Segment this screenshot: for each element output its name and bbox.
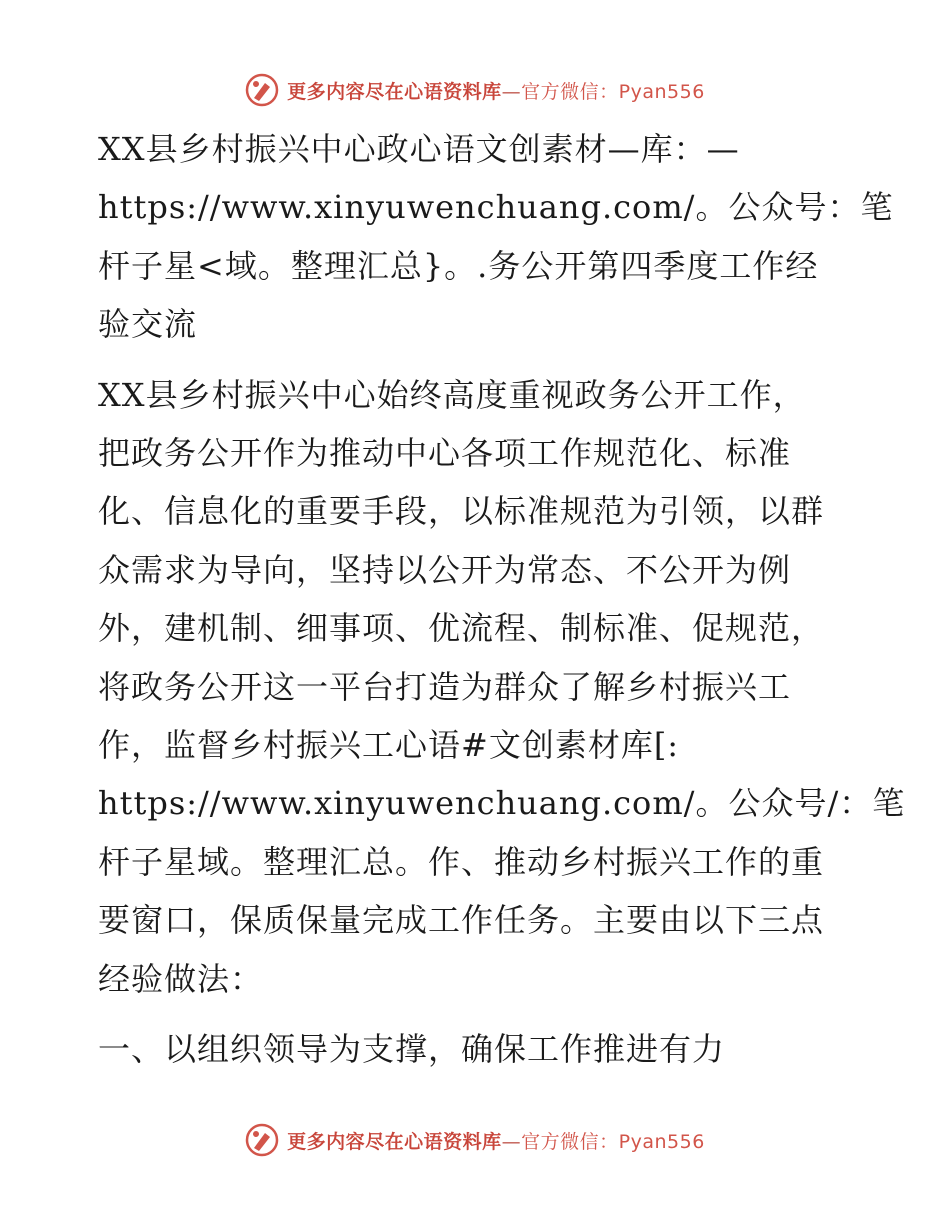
document-body [98, 120, 906, 1079]
title-paragraph [98, 120, 894, 354]
body-line: 作，监督乡村振兴工心语#文创素材库[: [98, 726, 680, 765]
body-line: 外，建机制、细事项、优流程、制标准、促规范， [98, 609, 825, 648]
body-line: 众需求为导向，坚持以公开为常态、不公开为例 [98, 550, 792, 589]
header-banner-text [287, 77, 705, 104]
body-line: 经验做法： [98, 959, 264, 998]
header-banner-sep: — [501, 80, 522, 103]
title-line: https://www.xinyuwenchuang.com/。公众号：笔 [98, 188, 894, 227]
body-line: https://www.xinyuwenchuang.com/。公众号/：笔 [98, 784, 906, 823]
body-paragraph [98, 366, 906, 1008]
pen-nib-logo-icon [245, 1123, 279, 1157]
footer-banner-sep: — [501, 1130, 522, 1153]
footer-banner-left: 更多内容尽在心语资料库 [287, 1130, 502, 1153]
header-banner-right: 官方微信：Pyan556 [521, 80, 705, 103]
header-watermark-banner [0, 70, 950, 110]
body-line: 将政务公开这一平台打造为群众了解乡村振兴工 [98, 667, 792, 706]
header-banner-left: 更多内容尽在心语资料库 [287, 80, 502, 103]
body-line: 要窗口，保质保量完成工作任务。主要由以下三点 [98, 901, 825, 940]
title-line: XX县乡村振兴中心政心语文创素材—库：— [98, 130, 740, 168]
body-line: 把政务公开作为推动中心各项工作规范化、标准 [98, 434, 792, 473]
body-line: 杆子星域。整理汇总。作、推动乡村振兴工作的重 [98, 842, 825, 881]
section-heading: 一、以组织领导为支撑，确保工作推进有力 [98, 1030, 726, 1069]
footer-banner-right: 官方微信：Pyan556 [521, 1130, 705, 1153]
title-line: 验交流 [98, 305, 198, 344]
pen-nib-logo-icon [245, 73, 279, 107]
footer-watermark-banner [0, 1120, 950, 1160]
body-line: 化、信息化的重要手段，以标准规范为引领，以群 [98, 492, 825, 531]
body-line: XX县乡村振兴中心始终高度重视政务公开工作， [98, 375, 806, 414]
footer-banner-text [287, 1127, 705, 1154]
title-line: 杆子星<域。整理汇总}。.务公开第四季度工作经 [98, 246, 819, 285]
